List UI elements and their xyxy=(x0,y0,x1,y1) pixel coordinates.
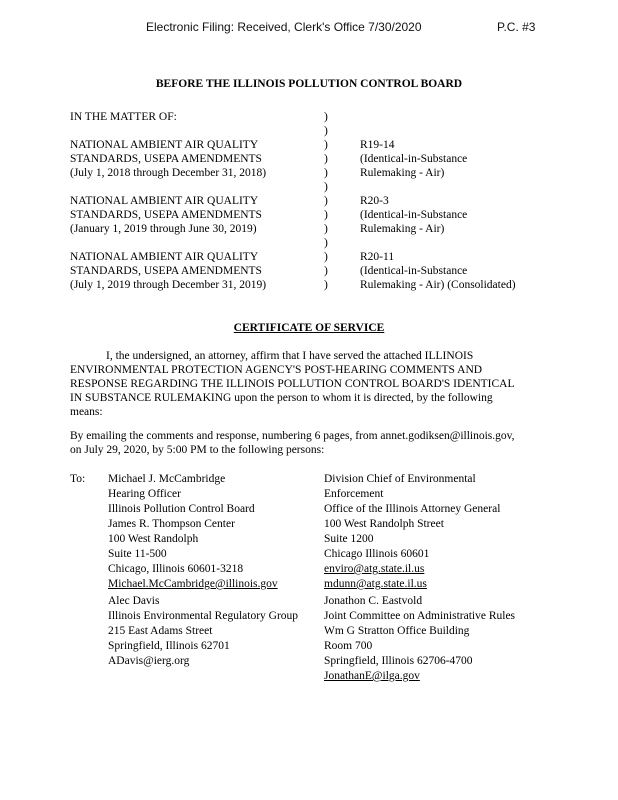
recipient-block: Jonathon C. Eastvold Joint Committee on Administrative Rules Wm G Stratton Office Building Room 700 Springfield, Illinois 62706-4700 JonathanE@ilga.gov xyxy=(324,595,516,682)
caption-row: (July 1, 2019 through December 31, 2019) ) Rulemaking - Air) (Consolidated) xyxy=(70,279,516,291)
email-text: ADavis@ierg.org xyxy=(108,655,190,667)
to-label: To: xyxy=(70,473,86,485)
case-caption: IN THE MATTER OF: ) ) NATIONAL AMBIENT AIR QUALITY ) R19-14 STANDARDS, USEPA AMENDMENTS ) (Identical-in-Substance (July 1, 2018 through December 31, 2018) ) Rulemaking - Air) ) NATIONAL AMBIENT AIR QUALITY ) R20-3 STANDARDS, USEPA AMENDMENTS ) (Identical-in-Substance (January 1, 2019 through June 30, 2019) ) Rulemaking - Air) ) NATIONAL AMBIENT AIR QUALITY ) R20-11 STANDARDS, USEPA AMENDMENTS ) (Identical-in-Substance (July 1, 2019 through December 31, 2019) ) Rulemaking - Air) (Consolidated) xyxy=(70,110,560,292)
caption-row: STANDARDS, USEPA AMENDMENTS ) (Identical-in-Substance xyxy=(70,153,468,165)
docket-number: R19-14 xyxy=(360,139,395,151)
email-link[interactable]: JonathanE@ilga.gov xyxy=(324,670,420,682)
caption-row: (January 1, 2019 through June 30, 2019) ) Rulemaking - Air) xyxy=(70,223,445,235)
service-paragraph: I, the undersigned, an attorney, affirm that I have served the attached ILLINOIS ENVIRONMENTAL PROTECTION AGENCY'S POST-HEARING COMMENTS AND RESPONSE REGARDING THE ILLINOIS POLLUTION CONTROL BOARD'S IDENTICAL IN SUBSTANCE RULEMAKING upon the person to whom it is directed, by the following means: xyxy=(70,350,515,418)
email-link[interactable]: Michael.McCambridge@illinois.gov xyxy=(108,578,278,590)
matter-label: IN THE MATTER OF: xyxy=(70,111,177,123)
caption-row: NATIONAL AMBIENT AIR QUALITY ) R20-3 xyxy=(70,195,389,207)
filing-stamp-text: Electronic Filing: Received, Clerk's Office 7/30/2020 xyxy=(146,20,422,34)
pc-number: P.C. #3 xyxy=(497,20,536,34)
email-paragraph: By emailing the comments and response, numbering 6 pages, from annet.godiksen@illinois.gov, on July 29, 2020, by 5:00 PM to the following persons: xyxy=(70,430,515,456)
recipient-block: Alec Davis Illinois Environmental Regulatory Group 215 East Adams Street Springfield, Illinois 62701 ADavis@ierg.org xyxy=(108,595,299,667)
board-title: BEFORE THE ILLINOIS POLLUTION CONTROL BOARD xyxy=(155,78,463,90)
caption-row: STANDARDS, USEPA AMENDMENTS ) (Identical-in-Substance xyxy=(70,209,468,221)
recipient-block: Division Chief of Environmental Enforcement Office of the Illinois Attorney General 100 West Randolph Street Suite 1200 Chicago Illinois 60601 enviro@atg.state.il.us mdunn@atg.state.il.us xyxy=(324,473,501,590)
email-link[interactable]: mdunn@atg.state.il.us xyxy=(324,578,427,590)
docket-number: R20-11 xyxy=(360,251,395,263)
certificate-title: CERTIFICATE OF SERVICE xyxy=(233,322,385,334)
caption-row: NATIONAL AMBIENT AIR QUALITY ) R19-14 xyxy=(70,139,395,151)
email-link[interactable]: enviro@atg.state.il.us xyxy=(324,563,425,575)
recipient-block: Michael J. McCambridge Hearing Officer Illinois Pollution Control Board James R. Thompson Center 100 West Randolph Suite 11-500 Chicago, Illinois 60601-3218 Michael.McCambridge@illinois.gov xyxy=(108,473,278,590)
caption-row: (July 1, 2018 through December 31, 2018) ) Rulemaking - Air) xyxy=(70,167,445,179)
docket-number: R20-3 xyxy=(360,195,389,207)
caption-row: STANDARDS, USEPA AMENDMENTS ) (Identical-in-Substance xyxy=(70,265,468,277)
caption-row: NATIONAL AMBIENT AIR QUALITY ) R20-11 xyxy=(70,251,395,263)
